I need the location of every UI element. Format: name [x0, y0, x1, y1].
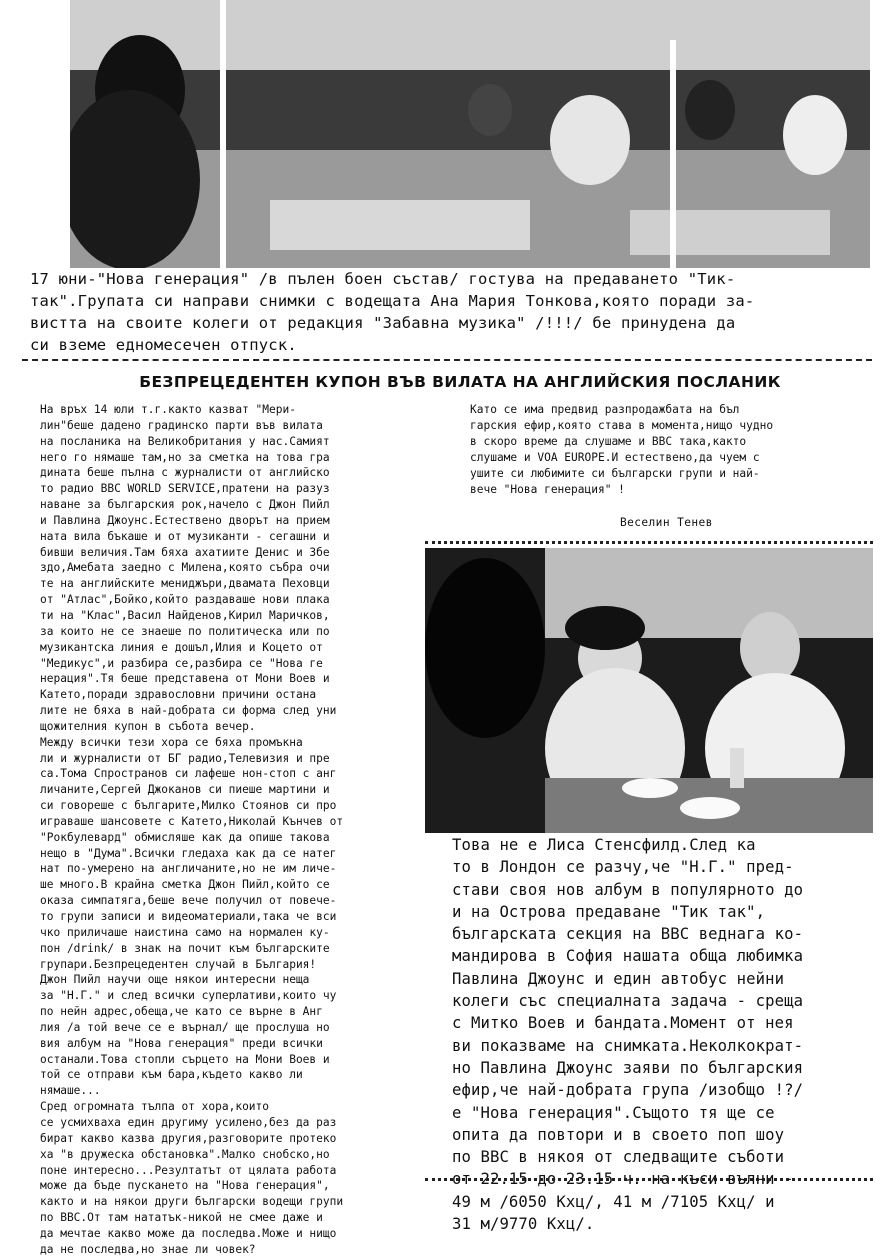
dotted-divider-top: [425, 541, 873, 544]
side-photo-cafe: [425, 548, 873, 833]
article-left-column: На връх 14 юли т.г.както казват "Мери- лин"беше дадено градинско парти във вилата на посланика на Великобритания у нас.Самият него го нямаше там,но за сметка на това гра дината беше пълна с журналисти от английско то радио BBC WORLD SERVICE,пратени на разуз наване за българския рок,начело с Джон Пийл и Павлина Джоунс.Естествено дворът на прием ната вила бъкаше и от музиканти - сегашни и бивши величия.Там бяха ахатиите Денис и Збе здо,Амебата заедно с Милена,която събра очи те на английските мениджъри,двамата Пеховци от "Атлас",Бойко,който раздаваше нови плака ти на "Клас",Васил Найденов,Кирил Маричков, за които не се знаеше по политическа или по музикантска линия е дошъл,Илия и Коцето от "Медикус",и разбира се,разбира се "Нова ге нерация".Тя беше представена от Мони Воев и Катето,поради здравословни причини остана лите не бяха в най-добрата си форма след уни щожителния купон в събота вечер. Между всички тези хора се бяха промъкна ли и журналисти от БГ радио,Телевизия и пре са.Тома Спространов си лафеше нон-стоп с анг личаните,Сергей Джоканов си пиеше мартини и си говореше с българите,Милко Стоянов си про играваше шансовете с Катето,Николай Кънчев от "Рокбулевард" обмисляше как да опише такова нещо в "Дума".Всички гледаха как да се натег нат по-умерено на англичаните,но не им личе- ше много.В крайна сметка Джон Пийл,който се оказа симпатяга,беше вече получил от повече- то групи записи и видеоматериали,така че вси чко приличаше наистина само на нормален ку- пон /drink/ в знак на почит към българските групари.Безпрецедентен случай в България! Джон Пийл научи още някои интересни неща за "Н.Г." и след всички суперлативи,които чу по нейн адрес,обеща,че като се върне в Анг лия /а той вече се е върнал/ ще прослуша но вия албум на "Нова генерация" преди всички останали.Това стопли сърцето на Мони Воев и той се отправи към бара,където какво ли нямаше... Сред огромната тълпа от хора,които се усмихваха един другиму усилено,без да раз бират какво казва другия,разговорите протеко ха "в дружеска обстановка".Малко снобско,но поне интересно...Резултатът от цялата работа може да бъде пускането на "Нова генерация", както и на някои други български водещи групи по BBC.От там нататък-никой не смее даже и да мечтае какво може да последва.Може и нищо да не последва,но знае ли човек?: [40, 403, 344, 1256]
photo-placeholder-icon: [70, 0, 870, 268]
top-photo-studio: [70, 0, 870, 268]
photo-caption: 17 юни-"Нова генерация" /в пълен боен състав/ гостува на предаването "Тик- так".Групата си направи снимки с водещата Ана Мария Тонкова,която поради за- вистта на своите колеги от редакция "Забавна музика" /!!!/ бе принудена да си вземе едномесечен отпуск.: [30, 270, 755, 354]
photo-placeholder-icon: [425, 548, 873, 833]
article-headline: БЕЗПРЕЦЕДЕНТЕН КУПОН ВЪВ ВИЛАТА НА АНГЛИЙСКИЯ ПОСЛАНИК: [139, 373, 781, 391]
dashed-divider: [22, 359, 872, 361]
author-signature: Веселин Тенев: [620, 516, 713, 529]
article-right-column: Като се има предвид разпродажбата на бъл гарския ефир,която става в момента,нищо чудно в скоро време да слушаме и BBC така,както слушаме и VOA EUROPE.И естествено,да чуем с ушите си любимите си български групи и най- вече "Нова генерация" !: [470, 403, 774, 496]
sidebar-caption: Това не е Лиса Стенсфилд.След ка то в Лондон се разчу,че "Н.Г." пред- стави своя нов албум в популярното до и на Острова предаване "Тик так", българската секция на BBC веднага ко- мандирова в София нашата обща любимка Павлина Джоунс и един автобус нейни колеги със специалната задача - среща с Митко Воев и бандата.Момент от нея ви показваме на снимката.Неколкократ- но Павлина Джоунс заяви по българския ефир,че най-добрата група /изобщо !?/ е "Нова генерация".Същото тя ще се опита да повтори и в своето поп шоу по BBC в някоя от следващите съботи от 22.15 до 23.15 ч. на къси вълни - 49 м /6050 Кхц/, 41 м /7105 Кхц/ и 31 м/9770 Кхц/.: [452, 836, 804, 1234]
dotted-divider-bottom: [425, 1178, 873, 1181]
